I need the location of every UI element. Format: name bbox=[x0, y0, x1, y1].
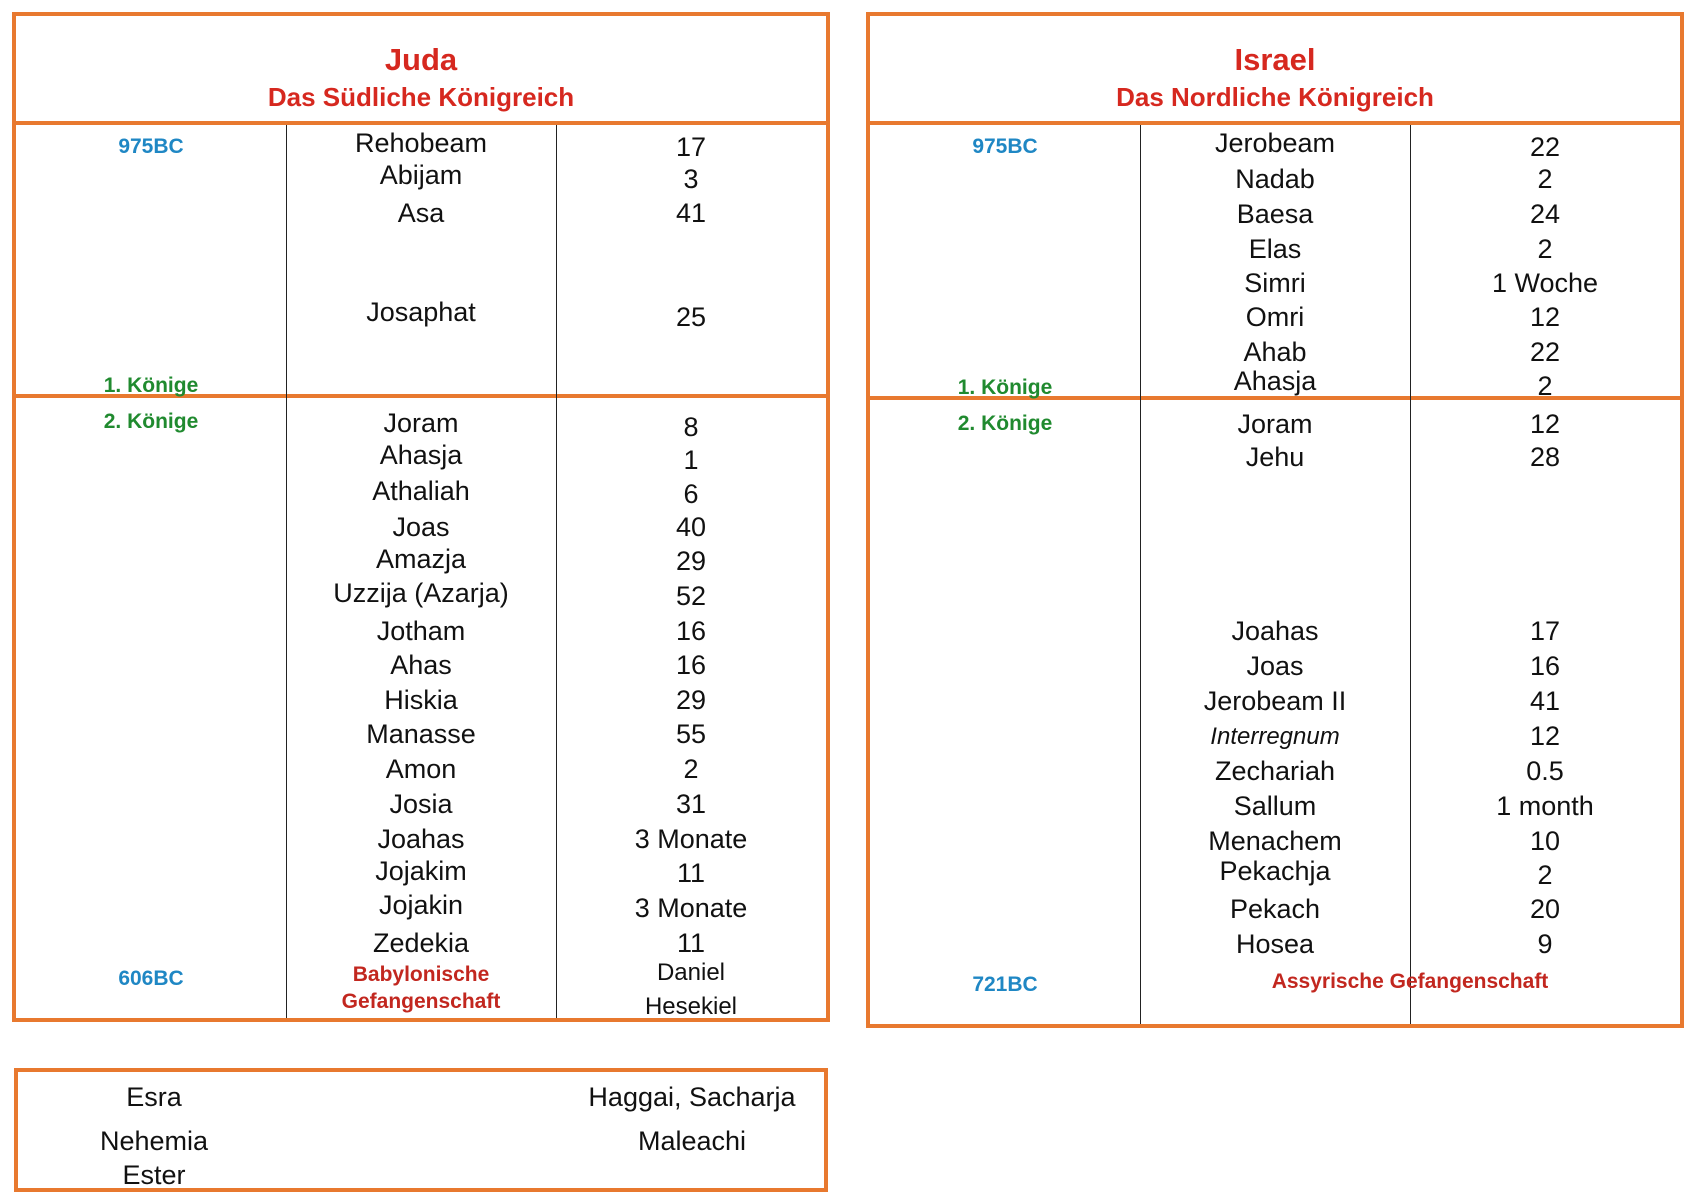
israel-book-1-kings: 1. Könige bbox=[957, 376, 1053, 399]
israel-king-name: Omri bbox=[1245, 302, 1305, 332]
juda-king-years: 17 bbox=[675, 132, 707, 162]
israel-king-years: 1 Woche bbox=[1491, 268, 1599, 298]
israel-king-years: 17 bbox=[1529, 616, 1561, 646]
israel-subtitle: Das Nordliche Königreich bbox=[1116, 82, 1434, 112]
israel-king-years: 0.5 bbox=[1526, 756, 1564, 786]
juda-panel bbox=[12, 12, 830, 1022]
israel-king-name: Zechariah bbox=[1214, 756, 1336, 786]
juda-king-years: 16 bbox=[675, 650, 707, 680]
israel-book-2-kings: 2. Könige bbox=[957, 412, 1053, 435]
israel-panel bbox=[866, 12, 1684, 1028]
israel-king-years: 12 bbox=[1529, 721, 1561, 751]
israel-king-name: Baesa bbox=[1236, 199, 1314, 229]
israel-king-years: 2 bbox=[1537, 164, 1553, 194]
juda-king-years: 2 bbox=[683, 754, 699, 784]
juda-king-name: Joram bbox=[383, 408, 459, 438]
book-name: Ester bbox=[122, 1160, 186, 1190]
juda-king-name: Jotham bbox=[376, 616, 466, 646]
juda-king-name: Asa bbox=[397, 198, 445, 228]
juda-prophets bbox=[645, 956, 737, 1024]
book-name: Maleachi bbox=[637, 1126, 747, 1156]
israel-king-name: Menachem bbox=[1208, 826, 1342, 856]
juda-king-name: Manasse bbox=[366, 719, 476, 749]
juda-subtitle: Das Südliche Königreich bbox=[267, 82, 575, 112]
juda-king-name: Ahasja bbox=[379, 440, 463, 470]
israel-king-years: 22 bbox=[1529, 132, 1561, 162]
israel-king-years: 12 bbox=[1529, 302, 1561, 332]
juda-king-name: Amazja bbox=[375, 544, 467, 574]
juda-king-years: 55 bbox=[675, 719, 707, 749]
juda-header bbox=[16, 16, 826, 125]
israel-king-name: Pekach bbox=[1229, 894, 1321, 924]
israel-king-years: 28 bbox=[1529, 442, 1561, 472]
juda-king-years: 29 bbox=[675, 546, 707, 576]
juda-king-years: 41 bbox=[675, 198, 707, 228]
juda-king-name: Amon bbox=[385, 754, 457, 784]
juda-king-name: Jojakin bbox=[378, 890, 464, 920]
israel-column-divider-2 bbox=[1410, 125, 1411, 1024]
juda-title: Juda bbox=[384, 42, 458, 77]
israel-king-years: 41 bbox=[1529, 686, 1561, 716]
juda-book-2-kings: 2. Könige bbox=[103, 410, 199, 433]
juda-king-name: Joas bbox=[392, 512, 450, 542]
juda-king-years: 3 Monate bbox=[634, 893, 748, 923]
juda-king-name: Hiskia bbox=[384, 685, 458, 715]
israel-king-name: Pekachja bbox=[1219, 856, 1331, 886]
israel-king-name: Joahas bbox=[1231, 616, 1319, 646]
israel-king-years: 9 bbox=[1537, 929, 1553, 959]
israel-king-years: 2 bbox=[1537, 234, 1553, 264]
israel-king-name: Sallum bbox=[1233, 791, 1317, 821]
israel-king-years: 10 bbox=[1529, 826, 1561, 856]
juda-column-divider-1 bbox=[286, 125, 287, 1018]
israel-title: Israel bbox=[1234, 42, 1316, 77]
israel-king-name: Elas bbox=[1248, 234, 1302, 264]
juda-king-years: 16 bbox=[675, 616, 707, 646]
juda-king-years: 11 bbox=[676, 858, 706, 888]
israel-king-years: 2 bbox=[1537, 860, 1553, 890]
juda-king-years: 11 bbox=[676, 928, 706, 958]
israel-king-name: Nadab bbox=[1235, 164, 1315, 194]
juda-king-years: 6 bbox=[683, 479, 699, 509]
israel-king-name: Joram bbox=[1237, 409, 1313, 439]
juda-king-years: 1 bbox=[683, 445, 699, 475]
israel-king-name: Ahab bbox=[1243, 337, 1307, 367]
juda-king-name: Ahas bbox=[390, 650, 452, 680]
juda-king-name: Uzzija (Azarja) bbox=[333, 578, 509, 608]
juda-captivity-label bbox=[342, 961, 501, 1015]
juda-king-name: Abijam bbox=[379, 160, 463, 190]
israel-king-years: 16 bbox=[1529, 651, 1561, 681]
israel-king-name: Jerobeam II bbox=[1203, 686, 1347, 716]
juda-king-years: 25 bbox=[675, 302, 707, 332]
israel-king-name: Interregnum bbox=[1210, 723, 1340, 750]
juda-king-years: 52 bbox=[675, 581, 707, 611]
juda-king-years: 40 bbox=[675, 512, 707, 542]
juda-column-divider-2 bbox=[556, 125, 557, 1018]
israel-king-years: 12 bbox=[1529, 409, 1561, 439]
post-exile-books-panel bbox=[14, 1068, 828, 1192]
juda-king-years: 3 bbox=[683, 164, 699, 194]
israel-king-years: 20 bbox=[1529, 894, 1561, 924]
juda-king-name: Zedekia bbox=[372, 928, 470, 958]
israel-king-name: Simri bbox=[1244, 268, 1306, 298]
juda-start-date: 975BC bbox=[118, 135, 184, 158]
israel-king-name: Ahasja bbox=[1233, 366, 1317, 396]
israel-king-name: Joas bbox=[1246, 651, 1304, 681]
juda-end-date: 606BC bbox=[118, 967, 184, 990]
juda-king-name: Joahas bbox=[377, 824, 465, 854]
israel-king-name: Jehu bbox=[1245, 442, 1305, 472]
israel-king-years: 1 month bbox=[1496, 791, 1594, 821]
israel-king-years: 22 bbox=[1529, 337, 1561, 367]
juda-captivity-line-2: Gefangenschaft bbox=[341, 990, 501, 1013]
book-name: Haggai, Sacharja bbox=[588, 1082, 796, 1112]
israel-king-name: Hosea bbox=[1235, 929, 1315, 959]
israel-header bbox=[870, 16, 1680, 125]
juda-king-years: 31 bbox=[675, 789, 707, 819]
juda-king-name: Jojakim bbox=[375, 856, 467, 886]
israel-king-years: 2 bbox=[1537, 371, 1553, 401]
juda-king-name: Josaphat bbox=[366, 297, 476, 327]
prophet-name: Daniel bbox=[656, 959, 726, 986]
israel-column-divider-1 bbox=[1140, 125, 1141, 1024]
book-name: Esra bbox=[126, 1082, 182, 1112]
israel-king-name: Jerobeam bbox=[1214, 128, 1336, 158]
juda-king-name: Rehobeam bbox=[354, 128, 488, 158]
juda-king-years: 3 Monate bbox=[634, 824, 748, 854]
juda-king-name: Josia bbox=[389, 789, 453, 819]
israel-captivity-label: Assyrische Gefangenschaft bbox=[1271, 970, 1549, 993]
juda-book-1-kings: 1. Könige bbox=[103, 374, 199, 397]
book-name: Nehemia bbox=[99, 1126, 209, 1156]
juda-king-name: Athaliah bbox=[372, 476, 470, 506]
israel-king-years: 24 bbox=[1529, 199, 1561, 229]
juda-king-years: 29 bbox=[675, 685, 707, 715]
juda-king-years: 8 bbox=[683, 412, 699, 442]
prophet-name: Hesekiel bbox=[644, 993, 738, 1020]
israel-start-date: 975BC bbox=[972, 135, 1038, 158]
juda-captivity-line-1: Babylonische bbox=[352, 963, 490, 986]
israel-end-date: 721BC bbox=[972, 973, 1038, 996]
